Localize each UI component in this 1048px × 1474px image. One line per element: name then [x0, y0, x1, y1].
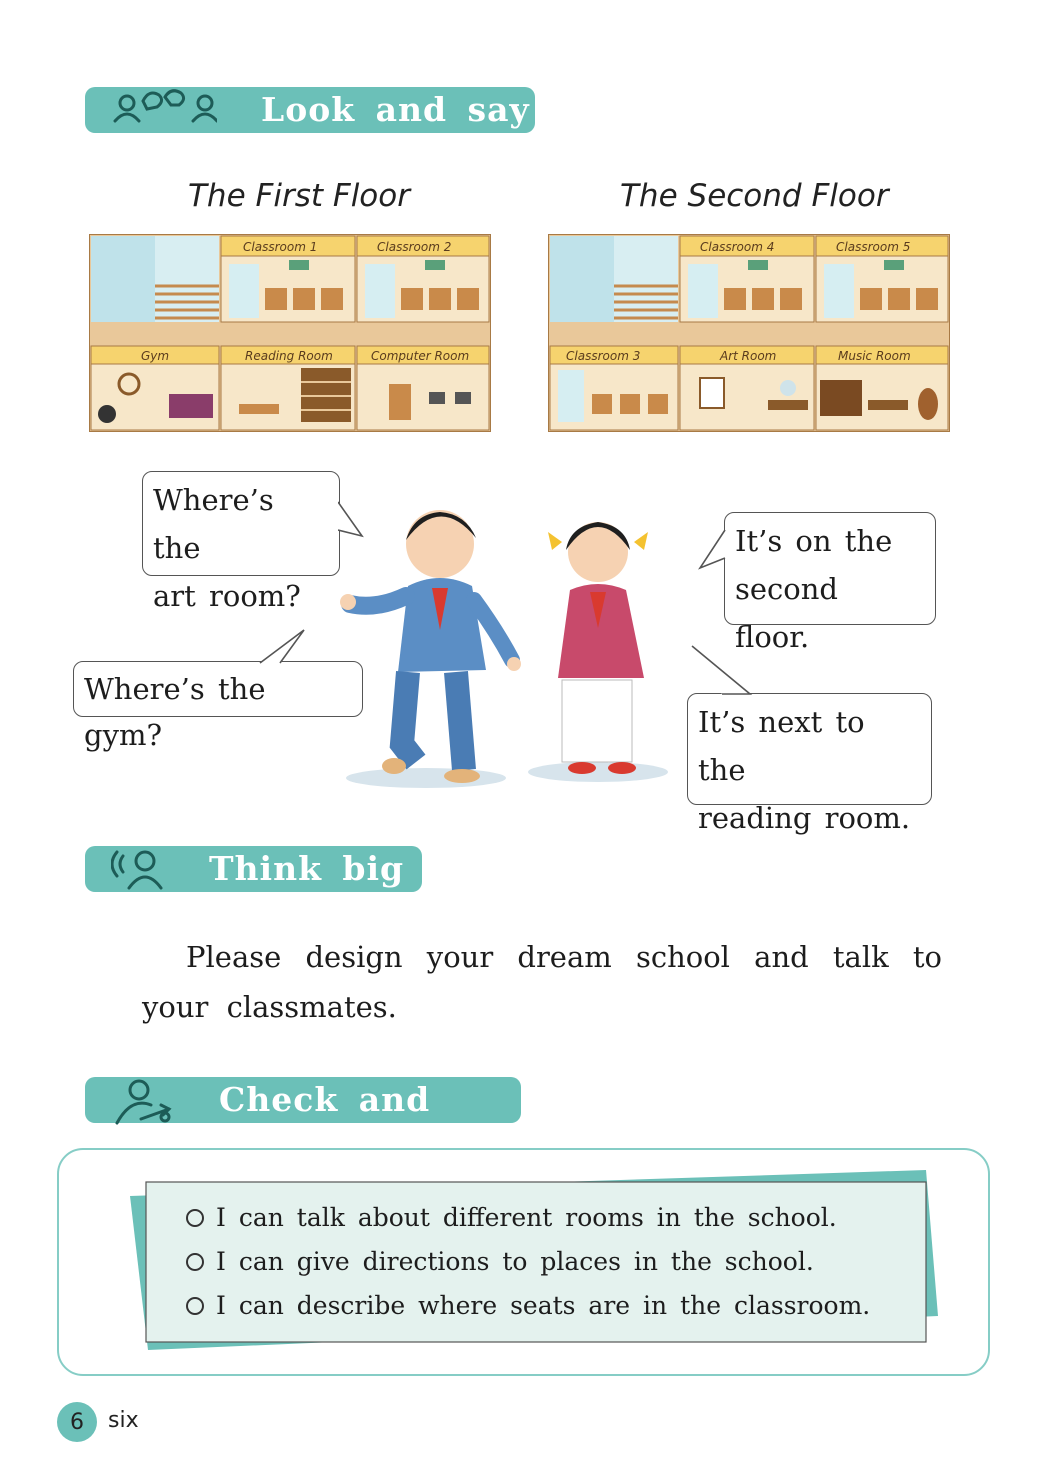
girl-figure — [548, 522, 648, 774]
section-title: Look and say — [261, 90, 530, 129]
bubble-line: reading room. — [698, 801, 911, 835]
checklist-item[interactable] — [186, 1203, 837, 1232]
people-talking-icon — [107, 89, 217, 135]
bubble-tail — [698, 528, 726, 572]
room-label: Classroom 2 — [377, 240, 452, 254]
tick-circle[interactable] — [186, 1297, 204, 1315]
tick-circle[interactable] — [186, 1209, 204, 1227]
bubble-line: Where’s the gym? — [84, 672, 266, 752]
writing-person-icon — [111, 1079, 175, 1129]
bubble-line: It’s on the — [735, 524, 893, 558]
first-floor-plan — [89, 234, 491, 432]
room-label: Classroom 3 — [566, 349, 641, 363]
checklist-item-text: I can give directions to places in the school. — [216, 1247, 814, 1276]
speaking-person-icon — [111, 848, 167, 894]
section-title: Think big — [209, 849, 405, 888]
speech-bubble-where-art-room — [142, 471, 340, 613]
checklist-item[interactable] — [186, 1247, 814, 1276]
section-title: Check and tick — [219, 1080, 431, 1158]
first-floor-title: The First Floor — [188, 178, 410, 214]
speech-bubble-where-gym — [73, 661, 363, 752]
speech-bubble-second-floor — [724, 512, 936, 654]
page-number: 6 — [57, 1402, 97, 1442]
tick-circle[interactable] — [186, 1253, 204, 1271]
bubble-line: art room? — [153, 579, 301, 613]
boy-figure — [340, 510, 521, 783]
speech-bubble-next-to-reading-room — [687, 693, 932, 835]
room-label: Classroom 1 — [243, 240, 318, 254]
checklist-item-text: I can talk about different rooms in the school. — [216, 1203, 837, 1232]
bubble-line: Where’s the — [153, 483, 274, 565]
think-big-banner — [85, 846, 422, 892]
checklist-item-text: I can describe where seats are in the classroom. — [216, 1291, 871, 1320]
page-number-word: six — [108, 1408, 139, 1433]
bubble-line: It’s next to the — [698, 705, 865, 787]
bubble-tail — [258, 628, 308, 664]
room-label: Classroom 4 — [700, 240, 775, 254]
room-label: Classroom 5 — [836, 240, 911, 254]
checklist-item[interactable] — [186, 1291, 870, 1320]
room-label: Music Room — [838, 349, 911, 363]
room-label: Gym — [141, 349, 170, 363]
check-and-tick-banner — [85, 1077, 521, 1158]
room-label: Art Room — [720, 349, 777, 363]
second-floor-title: The Second Floor — [620, 178, 889, 214]
look-and-say-banner — [85, 87, 535, 133]
room-label: Reading Room — [245, 349, 333, 363]
room-label: Computer Room — [371, 349, 470, 363]
bubble-tail — [690, 644, 754, 696]
bubble-line: second floor. — [735, 572, 838, 654]
second-floor-plan — [548, 234, 950, 432]
think-big-instructions: Please design your dream school and talk to your classmates. — [142, 940, 942, 1024]
children-illustration — [336, 500, 696, 800]
